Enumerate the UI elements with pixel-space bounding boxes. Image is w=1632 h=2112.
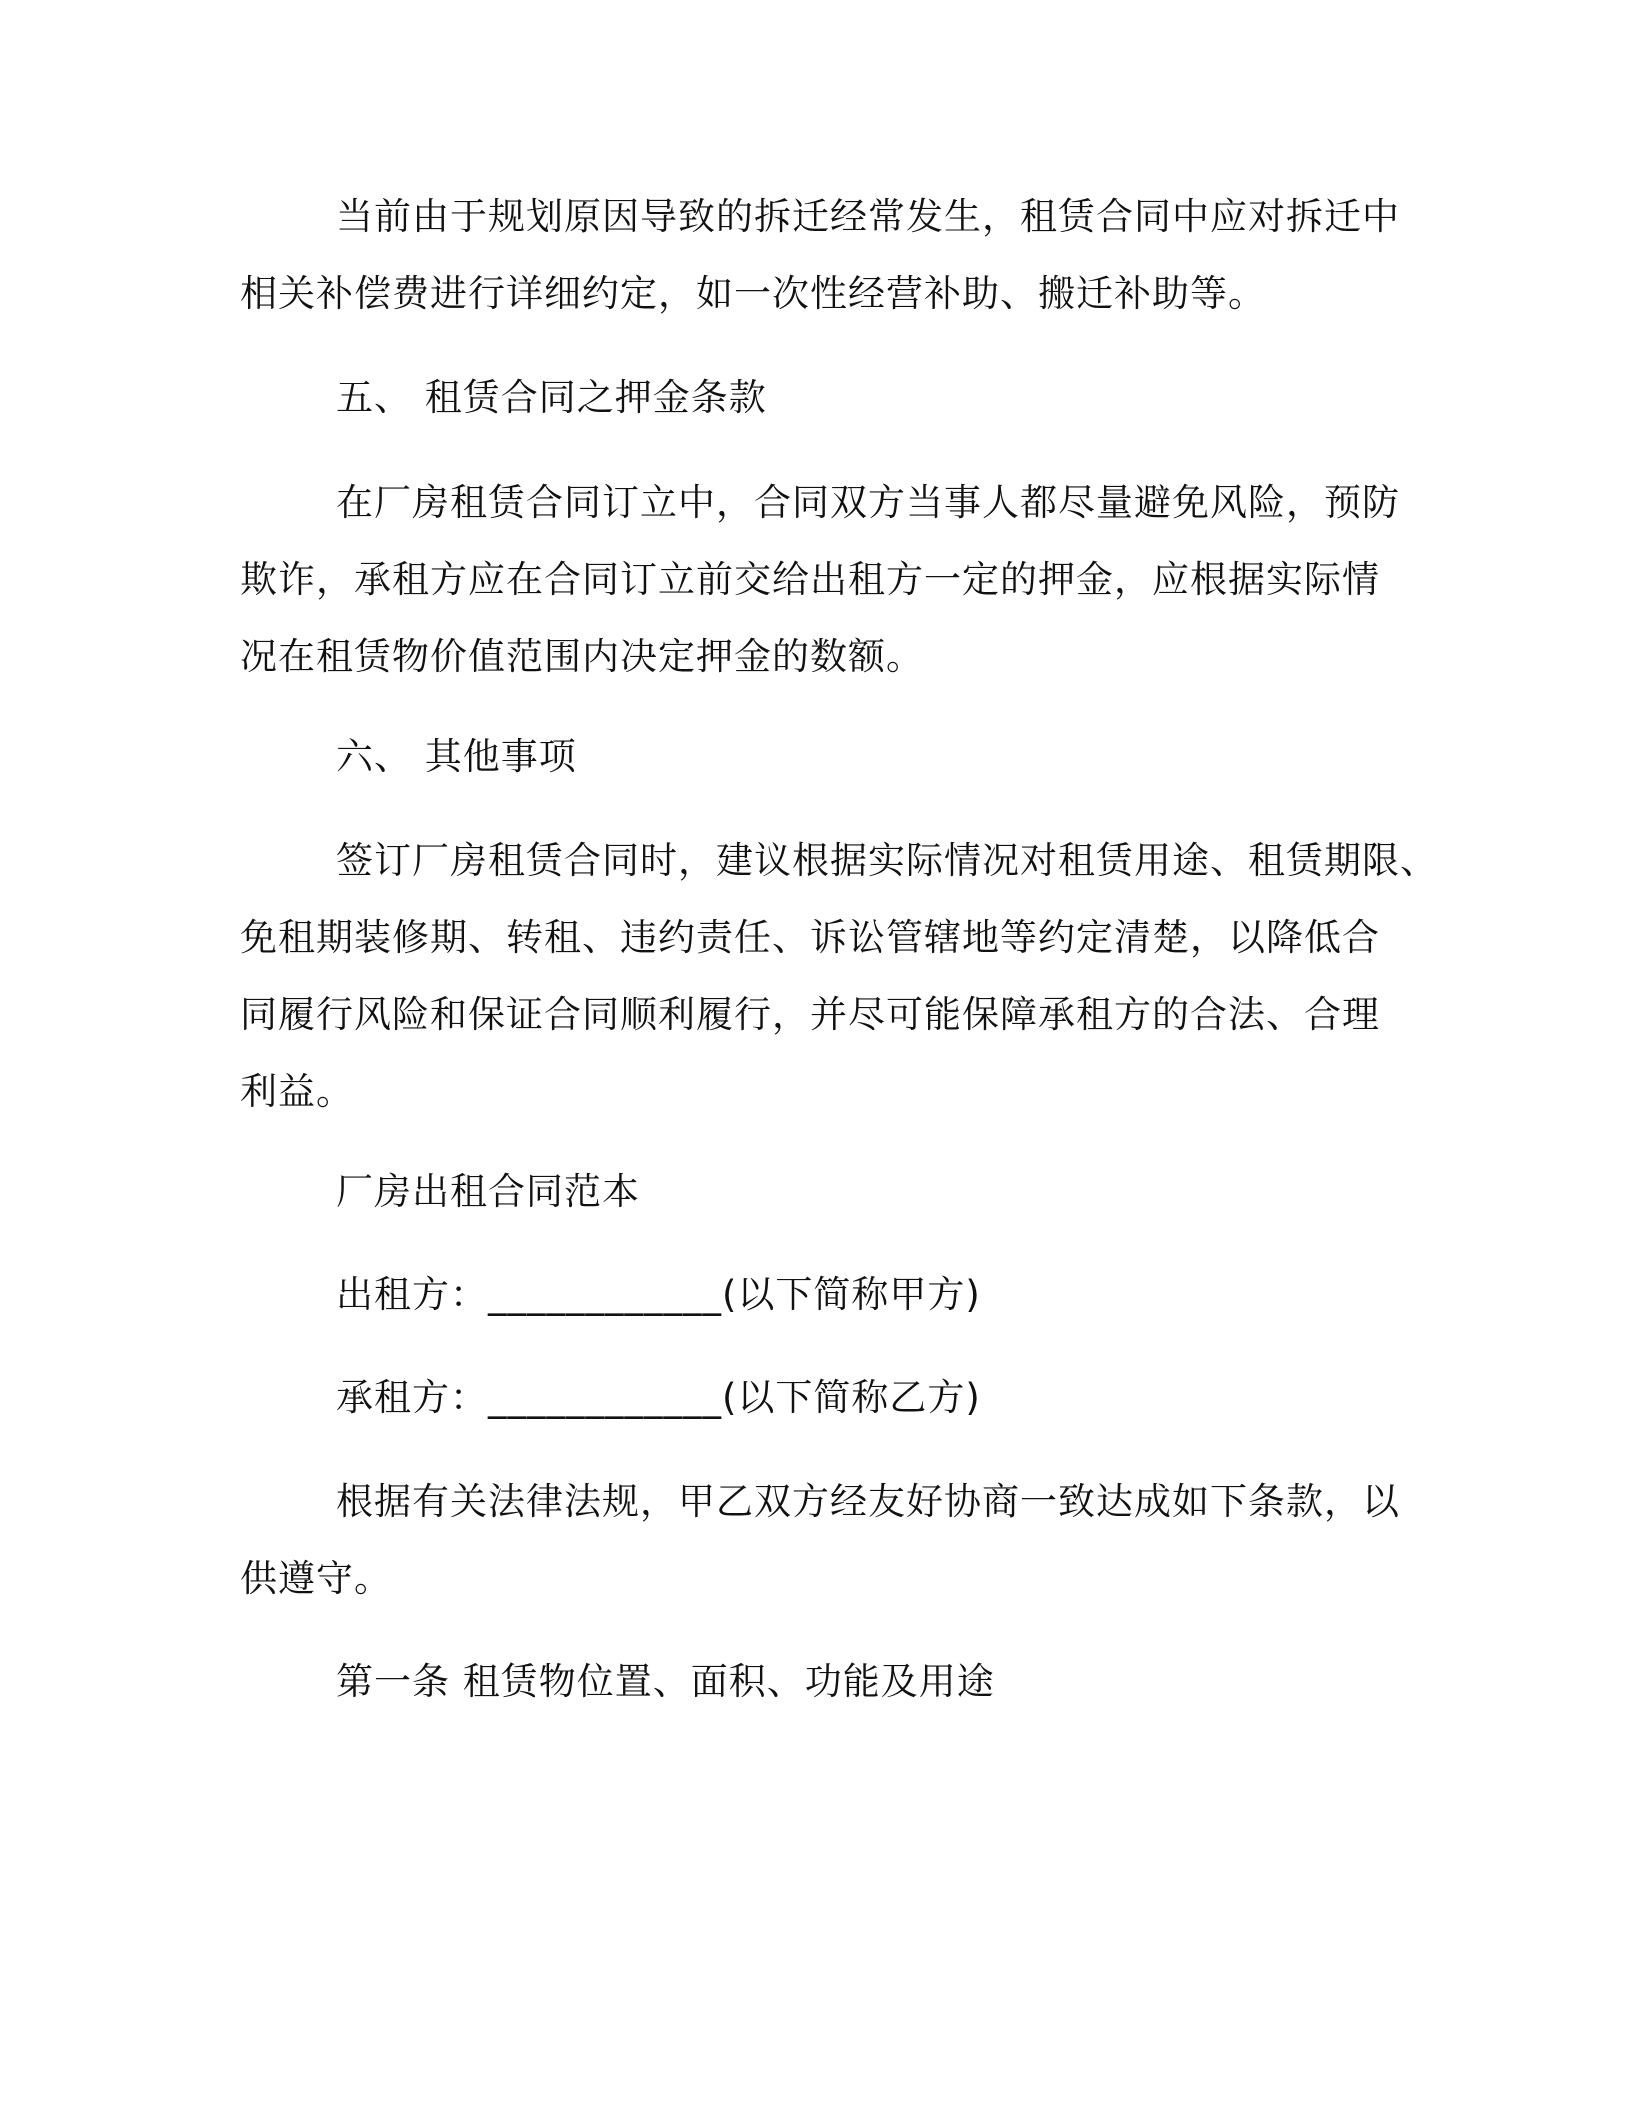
heading-article-one <box>240 1643 1420 1720</box>
text-line: 利益。 <box>240 1070 354 1113</box>
paragraph-agreement <box>240 1463 1420 1617</box>
paragraph-other-matters <box>240 822 1438 1130</box>
text-line: 同履行风险和保证合同顺利履行，并尽可能保障承租方的合法、合理 <box>240 993 1380 1036</box>
heading-contract-template <box>240 1153 1420 1230</box>
text-line: 签订厂房租赁合同时，建议根据实际情况对租赁用途、租赁期限、 <box>336 839 1438 882</box>
text-line: 当前由于规划原因导致的拆迁经常发生，租赁合同中应对拆迁中 <box>336 195 1400 238</box>
heading-text: 第一条 租赁物位置、面积、功能及用途 <box>336 1660 995 1703</box>
heading-other-matters <box>240 718 1420 795</box>
heading-deposit-clause <box>240 359 1420 436</box>
text-line: 供遵守。 <box>240 1557 392 1600</box>
lessee-text: 承租方：____________(以下简称乙方) <box>336 1376 981 1419</box>
text-line: 相关补偿费进行详细约定，如一次性经营补助、搬迁补助等。 <box>240 272 1266 315</box>
text-line: 在厂房租赁合同订立中，合同双方当事人都尽量避免风险，预防 <box>336 481 1400 524</box>
heading-text: 五、 租赁合同之押金条款 <box>336 376 767 419</box>
paragraph-demolition-compensation <box>240 178 1420 332</box>
lessor-text: 出租方：____________(以下简称甲方) <box>336 1273 981 1316</box>
text-line: 根据有关法律法规，甲乙双方经友好协商一致达成如下条款，以 <box>336 1480 1400 1523</box>
lessor-line <box>240 1256 1420 1333</box>
heading-text: 厂房出租合同范本 <box>336 1170 640 1213</box>
lessee-line <box>240 1359 1420 1436</box>
text-line: 况在租赁物价值范围内决定押金的数额。 <box>240 635 924 678</box>
paragraph-deposit <box>240 464 1420 695</box>
text-line: 免租期装修期、转租、违约责任、诉讼管辖地等约定清楚，以降低合 <box>240 916 1380 959</box>
heading-text: 六、 其他事项 <box>336 735 577 778</box>
text-line: 欺诈，承租方应在合同订立前交给出租方一定的押金，应根据实际情 <box>240 558 1380 601</box>
